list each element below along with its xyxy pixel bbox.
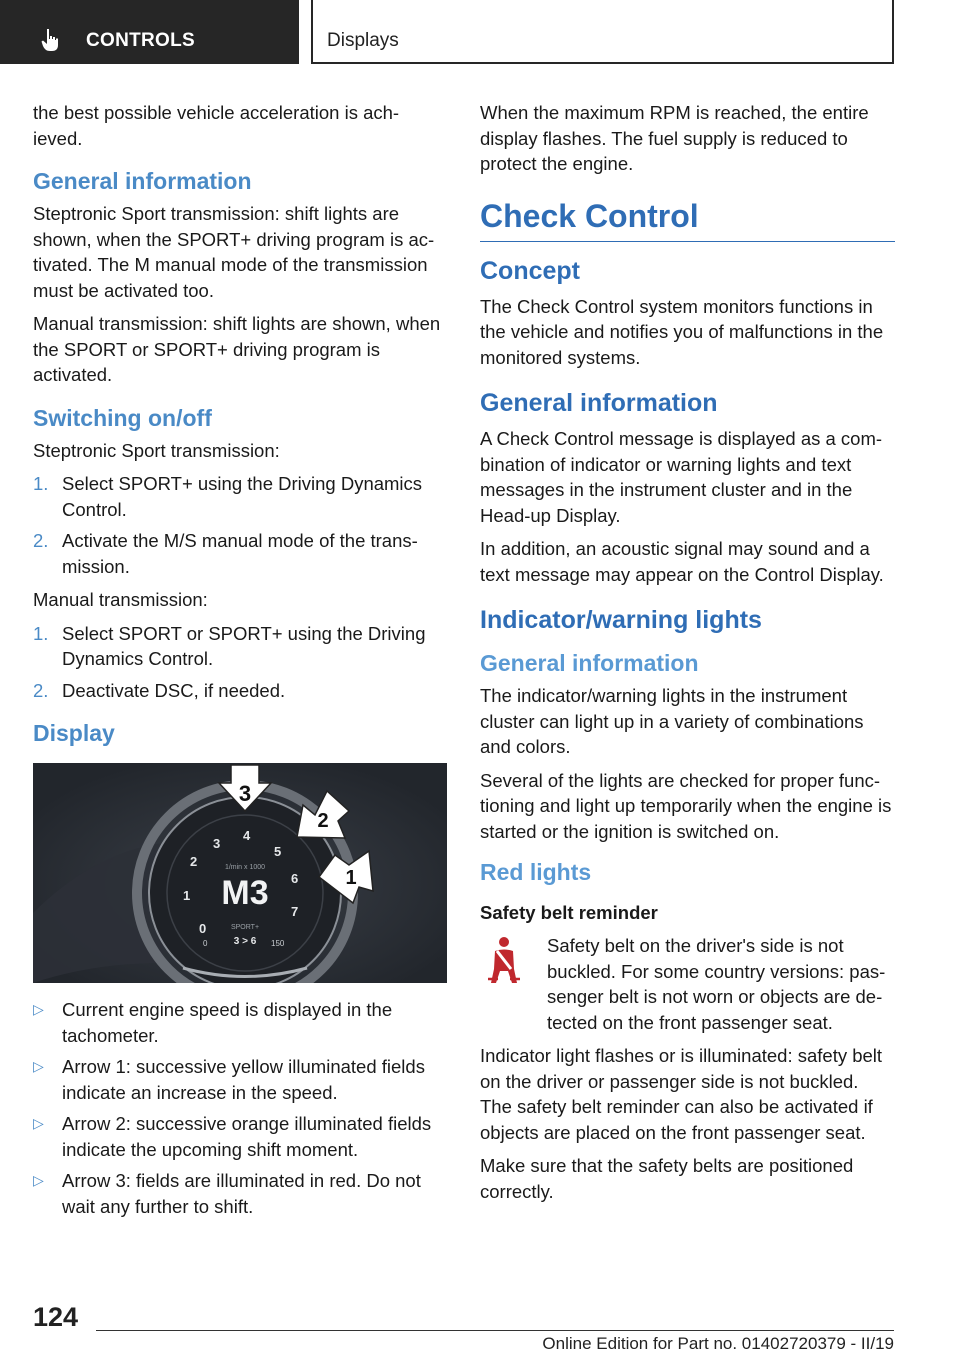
gear-shift: 3 > 6 [233, 936, 257, 947]
paragraph: Manual transmission: [33, 589, 208, 610]
step-item: 1. Select SPORT or SPORT+ using the Driving Dynamics Control. [33, 622, 426, 669]
list-item: ▷ Arrow 2: successive orange illuminated fields indicate the upcoming shift moment. [33, 1113, 432, 1160]
gear-indicator: M3 [221, 874, 269, 912]
tacho-number: 2 [190, 854, 198, 869]
edition-text: Online Edition for Part no. 01402720379 - II/19 [542, 1334, 894, 1353]
svg-text:3: 3 [238, 781, 252, 806]
tacho-number: 7 [291, 904, 299, 919]
tacho-number: 6 [291, 871, 299, 886]
heading-concept: Concept [480, 256, 580, 285]
svg-text:2: 2 [317, 810, 329, 832]
paragraph: Indicator light flashes or is illuminated: safety belt on the driver or passenger side is not buckled. The safety belt reminder can also be activated if objects are placed on the front passenger seat. [480, 1045, 883, 1143]
display-bullets [33, 997, 448, 1219]
step-item: 2. Deactivate DSC, if needed. [33, 679, 286, 701]
heading-check-control: Check Control [480, 197, 895, 242]
step-item: 1. Select SPORT+ using the Driving Dynamics Control. [33, 473, 423, 520]
speed-max: 150 [271, 939, 285, 948]
triangle-bullet-icon: ▷ [33, 1001, 44, 1017]
section-tab-controls[interactable] [0, 0, 299, 64]
paragraph: Make sure that the safety belts are positioned correctly. [480, 1155, 854, 1202]
steps-steptronic [33, 471, 448, 579]
paragraph: The indicator/warning lights in the instrument cluster can light up in a variety of combinations and colors. [480, 685, 864, 757]
heading-general-information-2: General information [480, 650, 699, 676]
heading-general-information: General information [480, 389, 718, 417]
tacho-number: 4 [243, 828, 251, 843]
drive-mode: SPORT+ [230, 924, 260, 931]
chapter-label: Displays [327, 30, 399, 51]
page-footer [0, 1290, 960, 1362]
tachometer-illustration [33, 763, 447, 983]
paragraph: In addition, an acoustic signal may sound and a text message may appear on the Control Display. [480, 538, 884, 585]
paragraph: Steptronic Sport transmission: shift lights are shown, when the SPORT+ driving program is ac-tivated. The M manual mode of the transmission must be activated too. [33, 203, 435, 301]
heading-switching: Switching on/off [33, 404, 212, 431]
paragraph: A Check Control message is displayed as a com-bination of indicator or warning lights and text messages in the instrument cluster and in the Head-up Display. [480, 428, 883, 526]
tacho-number: 0 [199, 921, 207, 936]
steps-manual [33, 621, 448, 704]
svg-text:1: 1 [345, 867, 357, 889]
paragraph: Several of the lights are checked for proper func-tioning and light up temporarily when the engine is started or the ignition is switched on. [480, 769, 892, 842]
paragraph: Steptronic Sport transmission: [33, 439, 280, 461]
footer-divider [96, 1330, 894, 1331]
triangle-bullet-icon: ▷ [33, 1172, 44, 1188]
heading-red-lights: Red lights [480, 859, 592, 885]
heading-indicator-warning-lights: Indicator/warning lights [480, 606, 762, 634]
list-item: ▷ Arrow 1: successive yellow illuminated fields indicate an increase in the speed. [33, 1056, 425, 1103]
intro-text: the best possible vehicle acceleration is ach-ieved. [33, 102, 400, 149]
tachometer-figure [33, 763, 447, 983]
hand-icon [40, 27, 64, 53]
tacho-number: 5 [274, 844, 282, 859]
tacho-number: 3 [213, 836, 221, 851]
page-number: 124 [33, 1302, 79, 1332]
right-column [480, 100, 895, 1212]
intro-text: When the maximum RPM is reached, the entire display flashes. The fuel supply is reduced to protect the engine. [480, 102, 869, 174]
subheading-safety-belt-reminder: Safety belt reminder [480, 902, 658, 923]
tacho-scale-label: 1/min x 1000 [224, 864, 266, 871]
section-label: CONTROLS [86, 30, 196, 51]
heading-display: Display [33, 720, 115, 746]
belt-reminder-block [480, 933, 895, 1035]
speed-min: 0 [203, 939, 208, 948]
list-item: ▷ Current engine speed is displayed in the tachometer. [33, 999, 393, 1046]
paragraph: Safety belt on the driver's side is not buckled. For some country versions: pas-senger belt is not worn or objects are de-tected on the front passenger seat. [547, 935, 886, 1033]
left-column [33, 100, 448, 1227]
triangle-bullet-icon: ▷ [33, 1058, 44, 1074]
page-header [0, 0, 960, 66]
paragraph: The Check Control system monitors functions in the vehicle and notifies you of malfunctions in the monitored systems. [480, 295, 884, 368]
step-item: 2. Activate the M/S manual mode of the trans-mission. [33, 530, 418, 577]
triangle-bullet-icon: ▷ [33, 1115, 44, 1131]
tacho-number: 1 [183, 888, 191, 903]
seatbelt-warning-icon [484, 935, 524, 987]
list-item: ▷ Arrow 3: fields are illuminated in red. Do not wait any further to shift. [33, 1170, 421, 1217]
paragraph: Manual transmission: shift lights are shown, when the SPORT or SPORT+ driving program is activated. [33, 313, 441, 385]
heading-general-information: General information [33, 168, 252, 194]
chapter-tab-displays[interactable] [311, 0, 894, 64]
